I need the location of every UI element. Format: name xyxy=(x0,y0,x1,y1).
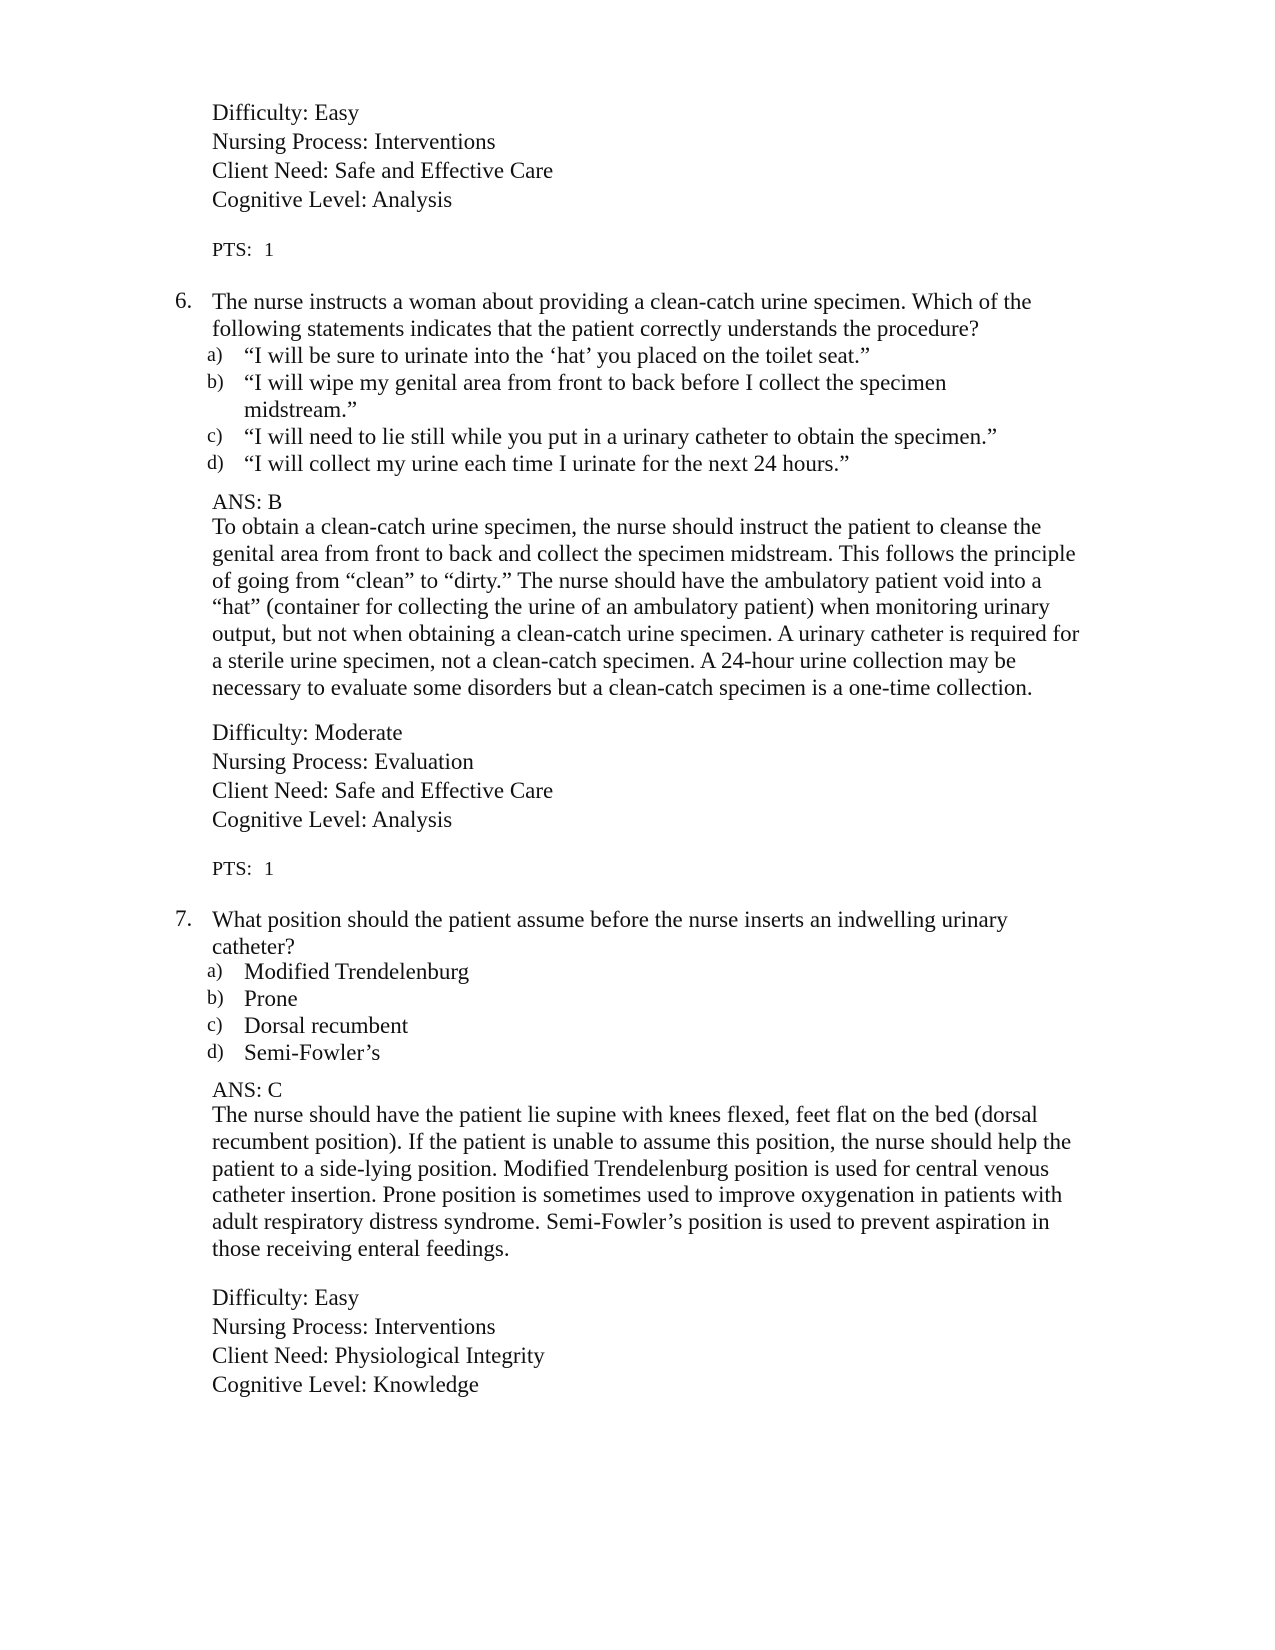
option-letter: a) xyxy=(207,960,223,982)
rationale-line: output, but not when obtaining a clean-catch urine specimen. A urinary catheter is required for xyxy=(212,621,1080,647)
question-5-metadata xyxy=(212,98,553,214)
question-7-stem xyxy=(212,906,1008,960)
rationale-line: catheter insertion. Prone position is sometimes used to improve oxygenation in patients with xyxy=(212,1182,1063,1208)
nursing-process: Nursing Process: Interventions xyxy=(212,1314,496,1339)
rationale-line: patient to a side-lying position. Modified Trendelenburg position is used for central venous xyxy=(212,1155,1050,1181)
rationale-line: “hat” (container for collecting the urine of an ambulatory patient) when monitoring urinary xyxy=(212,594,1050,620)
client-need: Client Need: Physiological Integrity xyxy=(212,1343,545,1368)
option-text: “I will be sure to urinate into the ‘hat’ you placed on the toilet seat.” xyxy=(244,343,871,368)
stem-line: catheter? xyxy=(212,934,295,959)
option-text: Prone xyxy=(244,986,298,1011)
option-a xyxy=(207,342,997,369)
option-text: Dorsal recumbent xyxy=(244,1013,409,1038)
difficulty: Difficulty: Easy xyxy=(212,1285,360,1310)
rationale-line: recumbent position). If the patient is unable to assume this position, the nurse should help the xyxy=(212,1128,1072,1154)
option-letter: b) xyxy=(207,371,224,393)
question-6-metadata xyxy=(212,718,553,834)
nursing-process: Nursing Process: Interventions xyxy=(212,129,496,154)
option-text-continued: midstream.” xyxy=(244,397,358,422)
rationale-line: genital area from front to back and collect the specimen midstream. This follows the principle xyxy=(212,540,1076,566)
option-c xyxy=(207,1012,469,1039)
option-text: Modified Trendelenburg xyxy=(244,959,470,984)
question-7-rationale xyxy=(212,1102,1071,1263)
rationale-line: of going from “clean” to “dirty.” The nurse should have the ambulatory patient void into a xyxy=(212,567,1042,593)
option-text: “I will need to lie still while you put in a urinary catheter to obtain the specimen.” xyxy=(244,424,998,449)
rationale-line: To obtain a clean-catch urine specimen, the nurse should instruct the patient to cleanse the xyxy=(212,514,1042,539)
stem-line: What position should the patient assume before the nurse inserts an indwelling urinary xyxy=(212,907,1008,932)
option-d xyxy=(207,1039,469,1066)
option-text: “I will collect my urine each time I urinate for the next 24 hours.” xyxy=(244,451,850,476)
question-7-answer: ANS: C xyxy=(212,1077,283,1102)
stem-line: The nurse instructs a woman about providing a clean-catch urine specimen. Which of the xyxy=(212,289,1032,314)
cognitive-level: Cognitive Level: Analysis xyxy=(212,187,453,212)
pts-value: 1 xyxy=(264,239,274,261)
rationale-line: a sterile urine specimen, not a clean-catch specimen. A 24-hour urine collection may be xyxy=(212,647,1017,673)
option-b xyxy=(207,369,997,423)
option-text: “I will wipe my genital area from front to back before I collect the specimen xyxy=(244,370,947,395)
cognitive-level: Cognitive Level: Analysis xyxy=(212,807,453,832)
question-6-number: 6. xyxy=(175,288,193,313)
option-letter: a) xyxy=(207,344,223,366)
rationale-line: necessary to evaluate some disorders but a clean-catch specimen is a one-time collection. xyxy=(212,674,1033,700)
option-letter: d) xyxy=(207,452,224,474)
difficulty: Difficulty: Moderate xyxy=(212,720,403,745)
question-6-stem xyxy=(212,288,1032,342)
rationale-line: adult respiratory distress syndrome. Semi-Fowler’s position is used to prevent aspiration in xyxy=(212,1209,1050,1235)
option-letter: b) xyxy=(207,987,224,1009)
pts-label: PTS: xyxy=(212,858,253,880)
question-7-number: 7. xyxy=(175,906,193,931)
option-c xyxy=(207,423,997,450)
stem-line: following statements indicates that the patient correctly understands the procedure? xyxy=(212,316,980,341)
pts-value: 1 xyxy=(264,858,274,880)
question-6-points xyxy=(212,858,274,881)
question-6-options xyxy=(207,342,997,477)
option-letter: d) xyxy=(207,1041,224,1063)
option-letter: c) xyxy=(207,1014,223,1036)
nursing-process: Nursing Process: Evaluation xyxy=(212,749,474,774)
option-b xyxy=(207,985,469,1012)
option-text: Semi-Fowler’s xyxy=(244,1040,381,1065)
pts-label: PTS: xyxy=(212,239,253,261)
question-5-points xyxy=(212,239,274,262)
option-d xyxy=(207,450,997,477)
question-7-options xyxy=(207,958,469,1066)
rationale-line: The nurse should have the patient lie supine with knees flexed, feet flat on the bed (dorsal xyxy=(212,1102,1038,1127)
option-a xyxy=(207,958,469,985)
question-6-answer: ANS: B xyxy=(212,489,283,514)
question-7-metadata xyxy=(212,1283,545,1399)
difficulty: Difficulty: Easy xyxy=(212,100,360,125)
question-6-rationale xyxy=(212,514,1079,702)
client-need: Client Need: Safe and Effective Care xyxy=(212,158,554,183)
option-letter: c) xyxy=(207,425,223,447)
client-need: Client Need: Safe and Effective Care xyxy=(212,778,554,803)
cognitive-level: Cognitive Level: Knowledge xyxy=(212,1372,479,1397)
rationale-line: those receiving enteral feedings. xyxy=(212,1235,510,1261)
